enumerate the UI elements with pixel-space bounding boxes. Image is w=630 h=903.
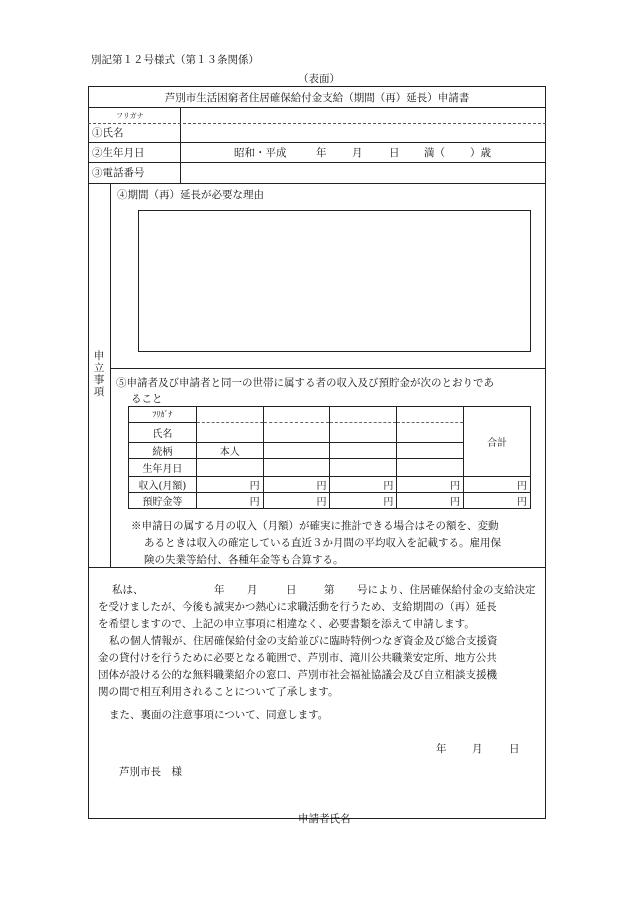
petition-side-divider xyxy=(110,183,111,567)
relation-cell[interactable] xyxy=(397,443,464,459)
birth-era: 昭和・平成 xyxy=(234,147,287,159)
table-row-savings xyxy=(129,493,531,509)
birth-month-unit: 月 xyxy=(352,147,363,159)
decision-day-unit: 日 xyxy=(286,584,297,596)
declaration-p2-line-1: 私の個人情報が、住居確保給付金の支給並びに臨時特例つなぎ資金及び総合支援資 xyxy=(109,635,498,647)
savings-cell[interactable]: 円 xyxy=(196,493,263,509)
relation-cell[interactable] xyxy=(330,443,397,459)
phone-field[interactable] xyxy=(181,163,545,182)
applicant-name-label: 申請者氏名 xyxy=(298,813,351,825)
birth-cell[interactable] xyxy=(196,459,263,477)
income-total-cell[interactable]: 円 xyxy=(464,477,531,493)
furigana-header: ﾌﾘｶﾞﾅ xyxy=(129,407,197,423)
age-suffix: ）歳 xyxy=(470,147,491,159)
applicant-name-field[interactable] xyxy=(360,804,540,818)
reason-divider xyxy=(110,368,546,369)
income-cell[interactable]: 円 xyxy=(330,477,397,493)
name-cell[interactable] xyxy=(263,423,330,443)
savings-total-cell[interactable]: 円 xyxy=(464,493,531,509)
income-statement-line-2: ること xyxy=(131,393,163,405)
side-label: （表面） xyxy=(298,73,340,85)
birth-label: ②生年月日 xyxy=(92,147,145,159)
income-note-line-3: 険の失業等給付、各種年金等も合算する。 xyxy=(144,554,344,566)
application-year-unit: 年 xyxy=(436,743,447,755)
application-day-unit: 日 xyxy=(509,743,520,755)
income-note-line-2: あるときは収入の確定している直近３か月間の平均収入を記載する。雇用保 xyxy=(144,537,501,549)
table-row-income xyxy=(129,477,531,493)
income-cell[interactable]: 円 xyxy=(196,477,263,493)
income-header: 収入(月額) xyxy=(129,477,197,493)
furigana-label: フリガナ xyxy=(116,112,144,120)
savings-cell[interactable]: 円 xyxy=(397,493,464,509)
phone-divider xyxy=(88,183,546,184)
decision-number-prefix: 第 xyxy=(324,584,335,596)
name-divider xyxy=(88,142,546,143)
savings-cell[interactable]: 円 xyxy=(330,493,397,509)
furigana-cell[interactable] xyxy=(196,407,263,423)
declaration-p1-line-3: を希望しますので、上記の申立事項に相違なく、必要書類を添えて申請します。 xyxy=(98,618,475,630)
decision-month-unit: 月 xyxy=(247,584,258,596)
name-cell[interactable] xyxy=(196,423,263,443)
application-month-unit: 月 xyxy=(472,743,483,755)
birth-header: 生年月日 xyxy=(129,459,197,477)
declaration-p1-start: 私は、 xyxy=(112,584,144,596)
savings-header: 預貯金等 xyxy=(129,493,197,509)
declaration-p2-line-3: 団体が設ける公的な無料職業紹介の窓口、芦別市社会福祉協議会及び自立相談支援機 xyxy=(98,669,497,681)
furigana-cell[interactable] xyxy=(263,407,330,423)
birth-cell[interactable] xyxy=(397,459,464,477)
name-cell[interactable] xyxy=(397,423,464,443)
birth-year-unit: 年 xyxy=(316,147,327,159)
decision-year-unit: 年 xyxy=(214,584,225,596)
savings-cell[interactable]: 円 xyxy=(263,493,330,509)
relation-cell[interactable] xyxy=(263,443,330,459)
relation-header: 続柄 xyxy=(129,443,197,459)
total-header: 合計 xyxy=(464,407,531,477)
income-statement-line-1: ⑤申請者及び申請者と同一の世帯に属する者の収入及び預貯金が次のとおりであ xyxy=(116,377,494,389)
declaration-p2-line-2: 金の貸付けを行うために必要となる範囲で、芦別市、滝川公共職業安定所、地方公共 xyxy=(98,652,497,664)
declaration-p1-line-2: を受けましたが、今後も誠実かつ熱心に求職活動を行うため、支給期間の（再）延長 xyxy=(98,601,497,613)
birth-cell[interactable] xyxy=(330,459,397,477)
birth-day-unit: 日 xyxy=(389,147,400,159)
income-note-line-1: ※申請日の属する月の収入（月額）が確実に推計できる場合はその額を、変動 xyxy=(131,520,499,532)
name-field[interactable] xyxy=(181,124,545,141)
form-title: 芦別市生活困窮者住居確保給付金支給（期間（再）延長）申請書 xyxy=(164,92,470,104)
name-header: 氏名 xyxy=(129,423,197,443)
birth-cell[interactable] xyxy=(263,459,330,477)
name-label: ①氏名 xyxy=(92,127,124,139)
table-row-furigana xyxy=(129,407,531,423)
age-prefix: 満（ xyxy=(424,147,445,159)
petition-side-label: 申立事項 xyxy=(93,350,105,398)
declaration-p2-line-4: 関の間で相互利用されることについて了承します。 xyxy=(98,686,339,698)
reason-textbox[interactable] xyxy=(138,210,531,352)
income-cell[interactable]: 円 xyxy=(263,477,330,493)
declaration-p3: また、裏面の注意事項について、同意します。 xyxy=(109,709,329,721)
name-cell[interactable] xyxy=(330,423,397,443)
furigana-cell[interactable] xyxy=(330,407,397,423)
income-cell[interactable]: 円 xyxy=(397,477,464,493)
income-table xyxy=(128,406,531,509)
relation-self-cell: 本人 xyxy=(196,443,263,459)
furigana-cell[interactable] xyxy=(397,407,464,423)
addressee: 芦別市長 様 xyxy=(119,766,182,778)
reason-label: ④期間（再）延長が必要な理由 xyxy=(117,189,264,201)
decision-number-suffix: 号により、住居確保給付金の支給決定 xyxy=(357,584,536,596)
petition-divider xyxy=(88,567,546,568)
phone-label: ③電話番号 xyxy=(92,167,145,179)
furigana-field[interactable] xyxy=(181,108,545,122)
form-number: 別記第１２号様式（第１３条関係） xyxy=(91,54,259,66)
